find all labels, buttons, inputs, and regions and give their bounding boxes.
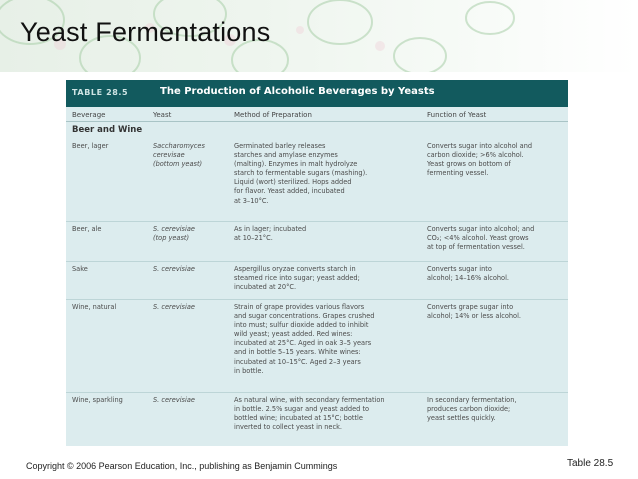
row-divider: [66, 392, 568, 393]
method-cell: As natural wine, with secondary fermentation in bottle. 2.5% sugar and yeast added to bottled wine; incubated at 15°C; bottle inverted to collect yeast in neck.: [234, 396, 385, 432]
method-cell: Germinated barley releases starches and amylase enzymes (malting). Enzymes in malt hydrolyze starch to fermentable sugars (mashing). Liquid (wort) sterilized. Hops added for flavor. Yeast added, incubated at 3–10°C.: [234, 142, 368, 205]
column-header-method: Method of Preparation: [234, 111, 312, 119]
method-cell: As in lager; incubated at 10–21°C.: [234, 225, 307, 243]
table-row: [66, 394, 568, 444]
table-title: The Production of Alcoholic Beverages by Yeasts: [160, 86, 435, 97]
section-label: Beer and Wine: [72, 125, 143, 135]
table-row: [66, 301, 568, 391]
table-row: [66, 223, 568, 259]
beverage-cell: Wine, sparkling: [72, 396, 123, 404]
beverage-table: [66, 80, 568, 446]
function-cell: Converts sugar into alcohol; 14–16% alcohol.: [427, 265, 510, 283]
function-cell: Converts sugar into alcohol; and CO₂; <4% alcohol. Yeast grows at top of fermentation vessel.: [427, 225, 535, 252]
method-cell: Aspergillus oryzae converts starch in steamed rice into sugar; yeast added; incubated at 20°C.: [234, 265, 360, 292]
yeast-cell: S. cerevisiae: [153, 265, 195, 273]
function-cell: Converts grape sugar into alcohol; 14% or less alcohol.: [427, 303, 522, 321]
column-header-beverage: Beverage: [72, 111, 106, 119]
yeast-cell: Saccharomyces cerevisae (bottom yeast): [153, 142, 205, 169]
table-row: [66, 140, 568, 220]
beverage-cell: Sake: [72, 265, 88, 273]
header-divider: [66, 121, 568, 122]
function-cell: Converts sugar into alcohol and carbon dioxide; >6% alcohol. Yeast grows on bottom of fermenting vessel.: [427, 142, 533, 178]
column-header-function: Function of Yeast: [427, 111, 487, 119]
function-cell: In secondary fermentation, produces carbon dioxide; yeast settles quickly.: [427, 396, 517, 423]
table-reference: Table 28.5: [567, 458, 614, 469]
table-number: TABLE 28.5: [72, 88, 129, 97]
row-divider: [66, 299, 568, 300]
method-cell: Strain of grape provides various flavors and sugar concentrations. Grapes crushed into must; sulfur dioxide added to inhibit wild yeast; yeast added. Red wines: incubated at 25°C. Aged in oak 3–5 years and in bottle 5–15 years. White wines: incubated at 10–15°C. Aged 2–3 years in bottle.: [234, 303, 375, 375]
slide-title: Yeast Fermentations: [20, 17, 271, 47]
row-divider: [66, 221, 568, 222]
copyright-footer: Copyright © 2006 Pearson Education, Inc., publishing as Benjamin Cummings: [26, 461, 338, 471]
row-divider: [66, 261, 568, 262]
table-header-band: [66, 80, 568, 107]
beverage-cell: Wine, natural: [72, 303, 117, 311]
table-row: [66, 263, 568, 297]
yeast-cell: S. cerevisiae (top yeast): [153, 225, 195, 243]
beverage-cell: Beer, lager: [72, 142, 109, 150]
yeast-cell: S. cerevisiae: [153, 303, 195, 311]
beverage-cell: Beer, ale: [72, 225, 102, 233]
column-header-yeast: Yeast: [153, 111, 172, 119]
yeast-cell: S. cerevisiae: [153, 396, 195, 404]
